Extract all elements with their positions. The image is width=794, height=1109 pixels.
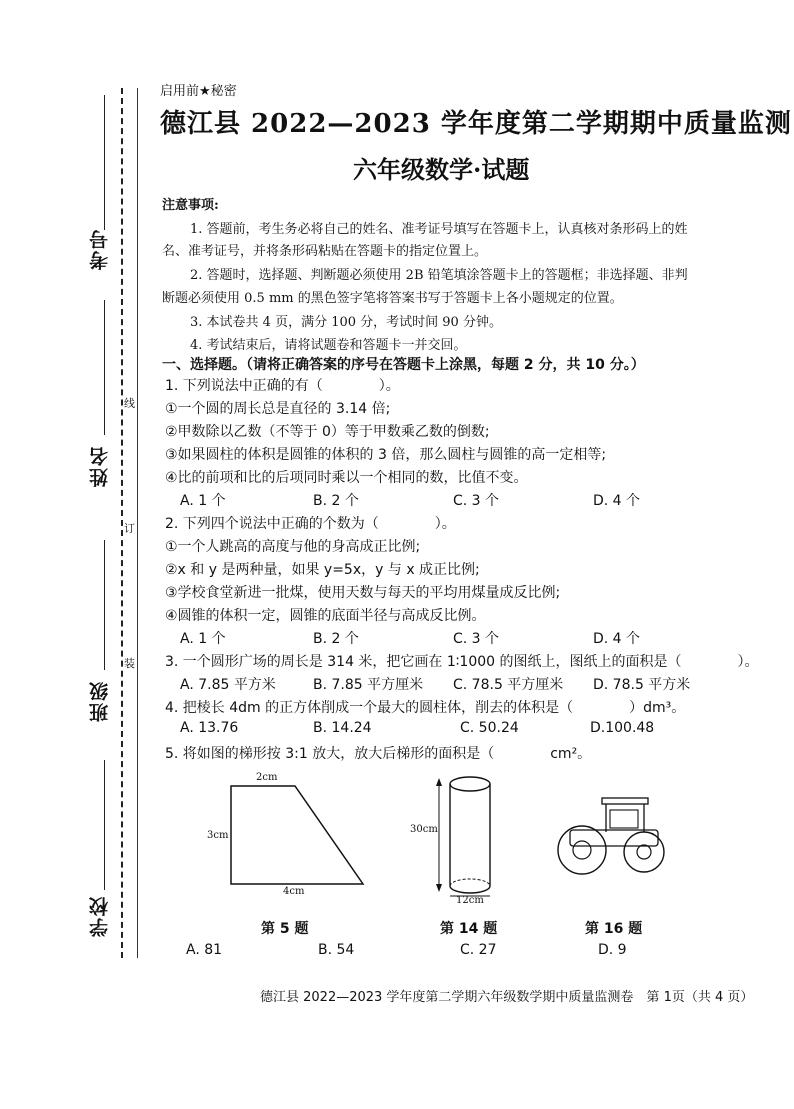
q1-option-c: C. 3 个 <box>453 493 500 509</box>
q2-statement-2: ②x 和 y 是两种量，如果 y=5x，y 与 x 成正比例; <box>165 562 480 578</box>
q3-option-a: A. 7.85 平方米 <box>180 677 276 693</box>
q2-option-a: A. 1 个 <box>180 631 226 647</box>
side-label-kaohao: 考号 <box>89 228 111 270</box>
q1-statement-3: ③如果圆柱的体积是圆锥的体积的 3 倍，那么圆柱与圆锥的高一定相等; <box>165 447 607 463</box>
banji-blank <box>104 540 105 670</box>
note-2b: 断题必须使用 0.5 mm 的黑色签字笔将答案书写于答题卡上各小题规定的位置。 <box>162 291 623 306</box>
cylinder-figure <box>430 768 510 908</box>
side-label-xuexiao: 学校 <box>89 895 111 937</box>
note-1b: 名、准考证号，并将条形码粘贴在答题卡的指定位置上。 <box>162 244 488 259</box>
q3-option-b: B. 7.85 平方厘米 <box>313 677 424 693</box>
q1-option-a: A. 1 个 <box>180 493 226 509</box>
q2-option-d: D. 4 个 <box>593 631 641 647</box>
q2-option-b: B. 2 个 <box>313 631 359 647</box>
trapezoid-left-label: 3cm <box>207 830 229 841</box>
binding-char-xian: 线 <box>124 397 135 410</box>
cylinder-diameter-label: 12cm <box>456 895 484 906</box>
q5-stem: 5. 将如图的梯形按 3:1 放大，放大后梯形的面积是（ cm²。 <box>165 746 592 762</box>
q4-option-a: A. 13.76 <box>180 720 239 736</box>
binding-char-zhuang: 装 <box>124 657 135 670</box>
q2-statement-4: ④圆锥的体积一定，圆锥的底面半径与高成反比例。 <box>165 608 486 624</box>
side-label-banji: 班级 <box>89 680 111 722</box>
note-2a: 2. 答题时，选择题、判断题必须使用 2B 铅笔填涂答题卡上的答题框；非选择题、非判 <box>190 268 688 283</box>
caption-q5: 第 5 题 <box>261 921 309 937</box>
section-1-heading: 一、选择题。（请将正确答案的序号在答题卡上涂黑，每题 2 分，共 10 分。） <box>162 357 645 373</box>
road-roller-figure <box>550 790 670 880</box>
xuexiao-blank <box>104 760 105 890</box>
q4-option-d: D.100.48 <box>590 720 655 736</box>
note-3: 3. 本试卷共 4 页，满分 100 分，考试时间 90 分钟。 <box>190 315 502 330</box>
q5-option-c: C. 27 <box>460 942 497 958</box>
binding-dashed-line <box>121 88 123 958</box>
trapezoid-top-label: 2cm <box>256 772 278 783</box>
binding-char-ding: 订 <box>124 522 135 535</box>
q4-option-c: C. 50.24 <box>460 720 519 736</box>
binding-solid-line <box>137 88 138 958</box>
q5-option-d: D. 9 <box>598 942 627 958</box>
q4-option-b: B. 14.24 <box>313 720 372 736</box>
q2-statement-3: ③学校食堂新进一批煤，使用天数与每天的平均用煤量成反比例; <box>165 585 561 601</box>
side-label-xingming: 姓名 <box>89 445 111 487</box>
q4-stem: 4. 把棱长 4dm 的正方体削成一个最大的圆柱体，削去的体积是（ ）dm³。 <box>165 700 686 716</box>
q1-option-b: B. 2 个 <box>313 493 359 509</box>
cylinder-height-label: 30cm <box>410 824 438 835</box>
q2-option-c: C. 3 个 <box>453 631 500 647</box>
caption-q16: 第 16 题 <box>585 921 643 937</box>
q3-stem: 3. 一个圆形广场的周长是 314 米，把它画在 1∶1000 的图纸上，图纸上的面积是（ ）。 <box>165 654 759 670</box>
q2-stem: 2. 下列四个说法中正确的个数为（ ）。 <box>165 516 456 532</box>
exam-title: 德江县 2022—2023 学年度第二学期期中质量监测 <box>160 109 792 139</box>
q3-option-c: C. 78.5 平方厘米 <box>453 677 564 693</box>
q1-statement-4: ④比的前项和比的后项同时乘以一个相同的数，比值不变。 <box>165 470 528 486</box>
q2-statement-1: ①一个人跳高的高度与他的身高成正比例; <box>165 539 421 555</box>
q1-option-d: D. 4 个 <box>593 493 641 509</box>
q3-option-d: D. 78.5 平方米 <box>593 677 691 693</box>
q1-statement-2: ②甲数除以乙数（不等于 0）等于甲数乘乙数的倒数; <box>165 424 490 440</box>
q5-option-b: B. 54 <box>318 942 355 958</box>
caption-q14: 第 14 题 <box>440 921 498 937</box>
notes-heading: 注意事项: <box>162 198 219 213</box>
q1-stem: 1. 下列说法中正确的有（ ）。 <box>165 378 400 394</box>
kaohao-blank <box>104 95 105 230</box>
note-4: 4. 考试结束后，请将试题卷和答题卡一并交回。 <box>190 338 467 353</box>
page-footer: 德江县 2022—2023 学年度第二学期六年级数学期中质量监测卷 第 1页（共 4 页） <box>260 990 754 1005</box>
secret-label: 启用前★秘密 <box>160 84 237 99</box>
xingming-blank <box>104 300 105 435</box>
note-1a: 1. 答题前，考生务必将自己的姓名、准考证号填写在答题卡上，认真核对条形码上的姓 <box>190 222 688 237</box>
q1-statement-1: ①一个圆的周长总是直径的 3.14 倍; <box>165 401 391 417</box>
q5-option-a: A. 81 <box>186 942 223 958</box>
exam-subtitle: 六年级数学·试题 <box>353 155 530 184</box>
trapezoid-bottom-label: 4cm <box>283 886 305 897</box>
